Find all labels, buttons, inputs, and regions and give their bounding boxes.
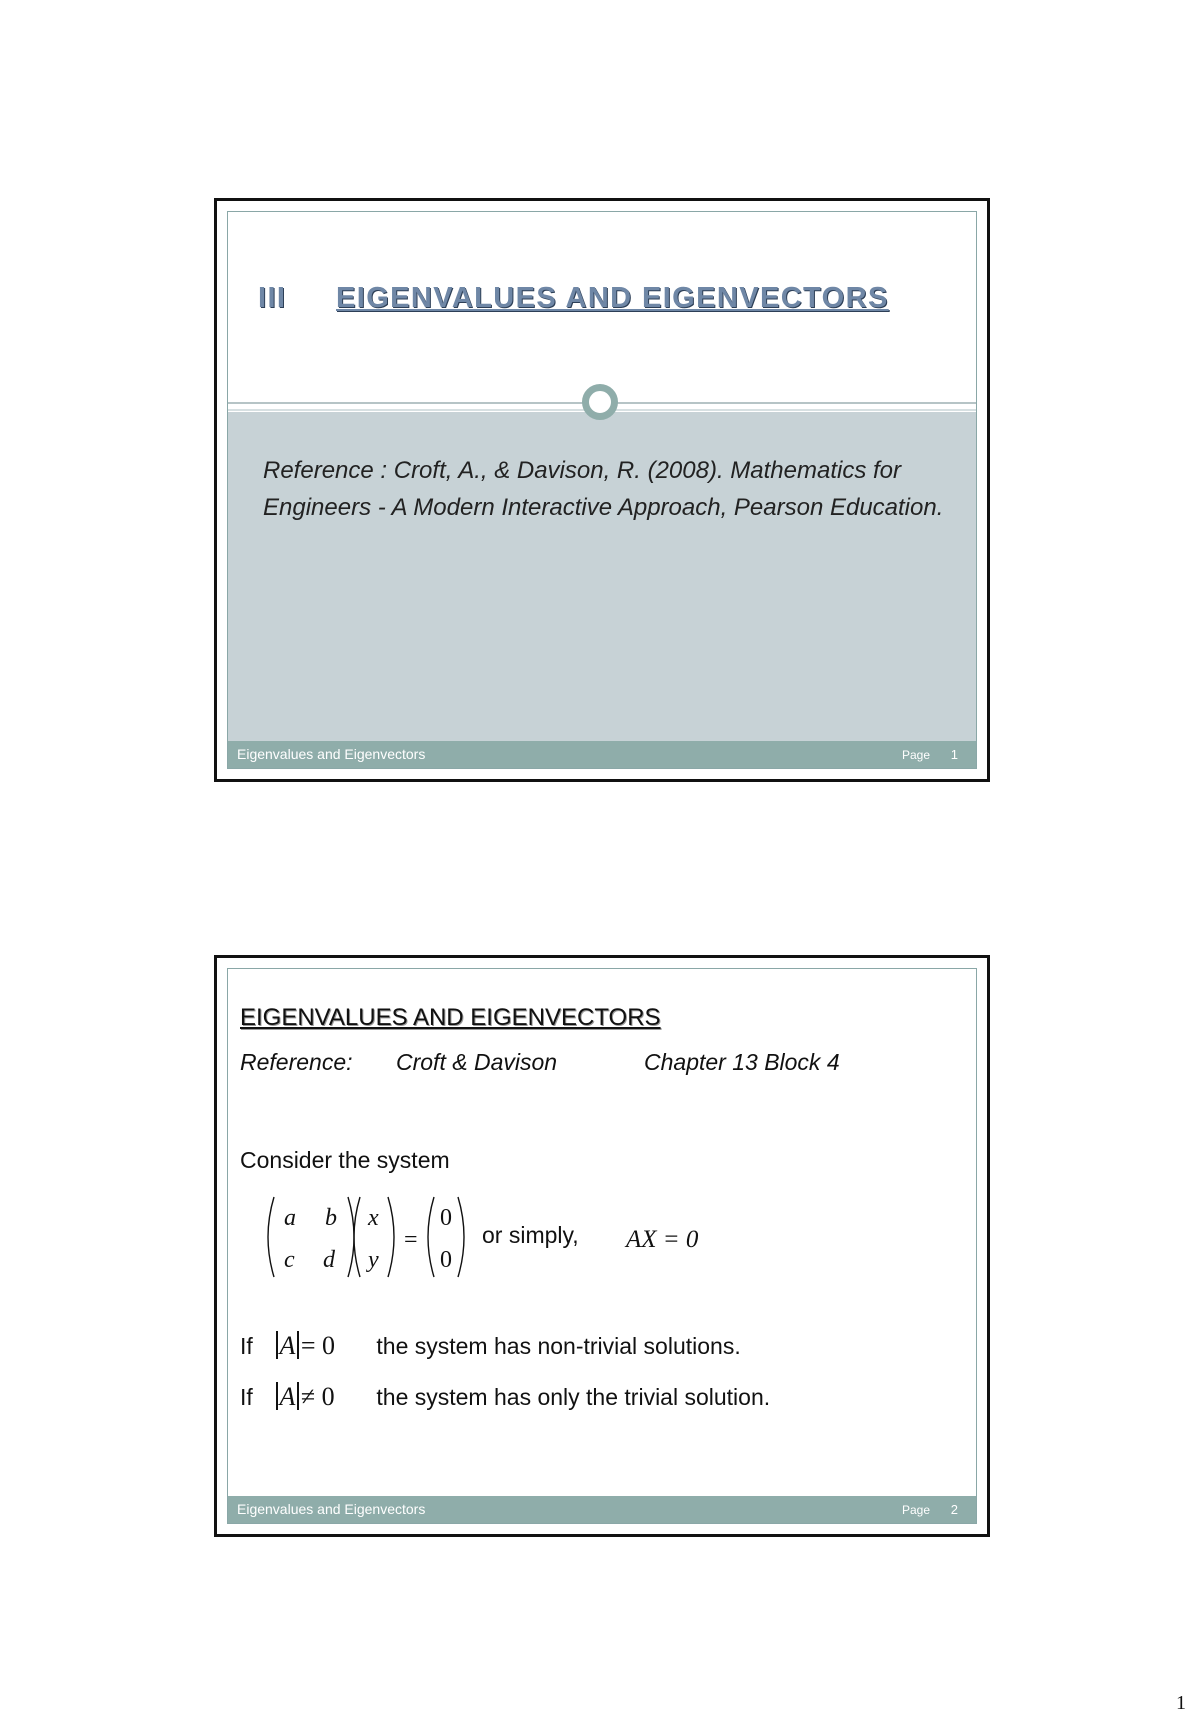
determinant-expression	[274, 1382, 370, 1412]
reference-text: Reference : Croft, A., & Davison, R. (2008). Mathematics for Engineers - A Modern Interactive Approach, Pearson Education.	[263, 457, 944, 521]
footer-title: Eigenvalues and Eigenvectors	[237, 746, 426, 762]
reference-author: Croft & Davison	[396, 1049, 558, 1075]
slide-2-frame	[227, 968, 977, 1524]
consider-text: Consider the system	[240, 1147, 450, 1173]
relation: = 0	[300, 1331, 336, 1360]
section-number: III	[258, 282, 287, 314]
left-paren	[268, 1197, 274, 1277]
slide-1	[214, 198, 990, 782]
left-paren	[428, 1197, 434, 1277]
matrix-name: A	[279, 1331, 296, 1360]
vector-entry-x: x	[368, 1205, 379, 1231]
slide-2-title: EIGENVALUES AND EIGENVECTORS	[240, 1004, 661, 1031]
matrix-entry-b: b	[325, 1205, 337, 1231]
vector-entry-y: y	[368, 1247, 379, 1273]
footer-title: Eigenvalues and Eigenvectors	[237, 1501, 426, 1517]
slide-2-reference	[240, 1049, 840, 1076]
reference-label: Reference:	[240, 1049, 353, 1075]
matrix-name: A	[279, 1382, 296, 1411]
condition-prefix: If	[240, 1384, 253, 1410]
zero-entry: 0	[440, 1205, 452, 1231]
footer-page-number: 2	[950, 1502, 958, 1517]
matrix-entry-d: d	[323, 1247, 335, 1273]
condition-trivial	[240, 1382, 770, 1412]
or-simply-text: or simply,	[482, 1222, 579, 1248]
slide-footer	[228, 741, 976, 768]
right-paren	[388, 1197, 394, 1277]
left-paren	[354, 1197, 360, 1277]
reference-chapter: Chapter 13 Block 4	[644, 1049, 840, 1075]
section-title: EIGENVALUES AND EIGENVECTORS	[336, 282, 889, 314]
footer-page-label: Page	[901, 748, 930, 762]
slide-footer	[228, 1496, 976, 1523]
slide-1-title	[258, 282, 889, 315]
matrix-equation	[260, 1191, 700, 1283]
condition-text: the system has only the trivial solution.	[376, 1384, 771, 1410]
footer-page-label: Page	[901, 1503, 930, 1517]
matrix-entry-a: a	[284, 1205, 296, 1231]
relation: ≠ 0	[300, 1382, 335, 1411]
footer-page-number: 1	[950, 747, 958, 762]
right-paren	[458, 1197, 464, 1277]
condition-prefix: If	[240, 1333, 253, 1359]
document-page-number: 1	[1176, 1692, 1186, 1714]
matrix-entry-c: c	[284, 1247, 295, 1273]
condition-text: the system has non-trivial solutions.	[376, 1333, 741, 1359]
compact-equation: AX = 0	[626, 1226, 699, 1253]
slide-2	[214, 955, 990, 1537]
condition-nontrivial	[240, 1331, 741, 1361]
determinant-expression	[274, 1331, 370, 1361]
zero-entry: 0	[440, 1247, 452, 1273]
equals-sign: =	[404, 1227, 418, 1253]
slide-1-header-area	[228, 212, 976, 402]
slide-1-frame	[227, 211, 977, 769]
right-paren	[348, 1197, 354, 1277]
ring-icon	[582, 384, 618, 420]
